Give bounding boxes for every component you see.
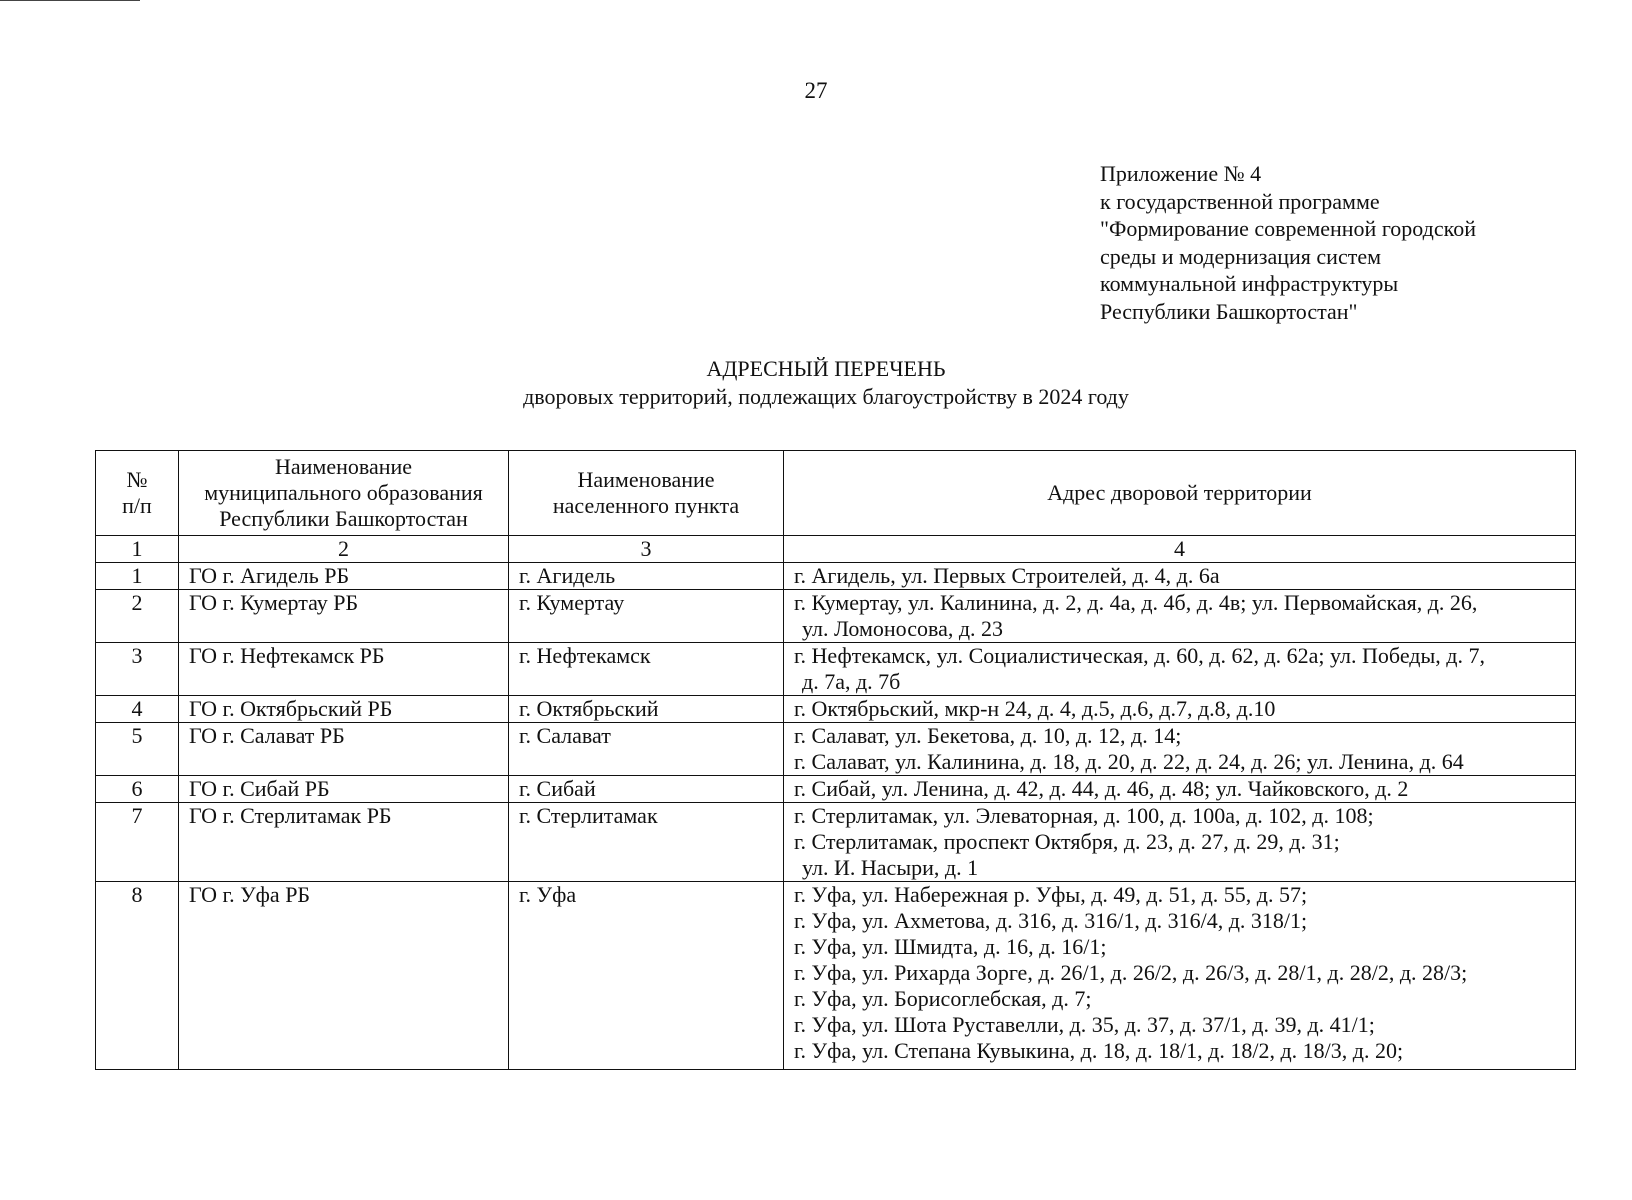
- address-line: г. Нефтекамск, ул. Социалистическая, д. 60, д. 62, д. 62а; ул. Победы, д. 7,: [794, 643, 1485, 668]
- row-number: 1: [96, 563, 179, 590]
- address-line: г. Кумертау, ул. Калинина, д. 2, д. 4а, д. 4б, д. 4в; ул. Первомайская, д. 26,: [794, 590, 1478, 615]
- row-number: 2: [96, 590, 179, 643]
- appendix-line: "Формирование современной городской: [1100, 216, 1476, 241]
- address-cell: [784, 696, 1576, 723]
- table-row: [96, 803, 1576, 882]
- column-number: 2: [179, 536, 509, 563]
- municipality-cell: ГО г. Сибай РБ: [179, 776, 509, 803]
- locality-cell: г. Агидель: [509, 563, 784, 590]
- address-line: г. Салават, ул. Калинина, д. 18, д. 20, д. 22, д. 24, д. 26; ул. Ленина, д. 64: [794, 749, 1464, 774]
- address-line: г. Сибай, ул. Ленина, д. 42, д. 44, д. 46, д. 48; ул. Чайковского, д. 2: [794, 776, 1409, 801]
- address-cell: [784, 643, 1576, 696]
- appendix-line: коммунальной инфраструктуры: [1100, 271, 1399, 296]
- document-subtitle: дворовых территорий, подлежащих благоустройству в 2024 году: [523, 384, 1129, 409]
- table-row: [96, 882, 1576, 1070]
- title-block: [0, 355, 1632, 411]
- locality-cell: г. Кумертау: [509, 590, 784, 643]
- locality-cell: г. Октябрьский: [509, 696, 784, 723]
- appendix-line: Республики Башкортостан": [1100, 298, 1358, 324]
- header-municipality-line: Республики Башкортостан: [219, 506, 468, 531]
- address-cell: [784, 776, 1576, 803]
- address-line: д. 7а, д. 7б: [802, 669, 901, 694]
- address-line: г. Октябрьский, мкр-н 24, д. 4, д.5, д.6, д.7, д.8, д.10: [794, 696, 1276, 721]
- address-cell: [784, 590, 1576, 643]
- column-number: 3: [509, 536, 784, 563]
- address-line: г. Уфа, ул. Борисоглебская, д. 7;: [794, 986, 1092, 1011]
- appendix-note: [1100, 160, 1476, 325]
- column-number-row: [96, 536, 1576, 563]
- scan-edge-line: [0, 0, 140, 1]
- header-address: Адрес дворовой территории: [784, 451, 1576, 536]
- address-line: ул. И. Насыри, д. 1: [802, 855, 979, 880]
- column-number: 1: [96, 536, 179, 563]
- municipality-cell: ГО г. Стерлитамак РБ: [179, 803, 509, 882]
- appendix-line: Приложение № 4: [1100, 161, 1262, 186]
- row-number: 3: [96, 643, 179, 696]
- header-no-line: п/п: [122, 493, 152, 518]
- address-line: г. Уфа, ул. Ахметова, д. 316, д. 316/1, д. 316/4, д. 318/1;: [794, 908, 1308, 933]
- table-row: [96, 696, 1576, 723]
- header-municipality: [179, 451, 509, 536]
- address-cell: [784, 723, 1576, 776]
- appendix-line: к государственной программе: [1100, 188, 1380, 214]
- address-line: г. Стерлитамак, проспект Октября, д. 23, д. 27, д. 29, д. 31;: [794, 829, 1340, 854]
- header-no-line: №: [126, 467, 148, 492]
- locality-cell: г. Салават: [509, 723, 784, 776]
- municipality-cell: ГО г. Нефтекамск РБ: [179, 643, 509, 696]
- table-row: [96, 776, 1576, 803]
- table-row: [96, 563, 1576, 590]
- row-number: 4: [96, 696, 179, 723]
- header-locality: [509, 451, 784, 536]
- address-cell: [784, 563, 1576, 590]
- table-header-row: [96, 451, 1576, 536]
- address-table: [95, 450, 1576, 1070]
- column-number: 4: [784, 536, 1576, 563]
- address-line: г. Уфа, ул. Шота Руставелли, д. 35, д. 37, д. 37/1, д. 39, д. 41/1;: [794, 1012, 1375, 1037]
- header-no: [96, 451, 179, 536]
- table-body: [96, 563, 1576, 1070]
- header-locality-line: Наименование: [577, 467, 715, 492]
- locality-cell: г. Стерлитамак: [509, 803, 784, 882]
- municipality-cell: ГО г. Октябрьский РБ: [179, 696, 509, 723]
- address-line: г. Салават, ул. Бекетова, д. 10, д. 12, д. 14;: [794, 723, 1182, 748]
- municipality-cell: ГО г. Кумертау РБ: [179, 590, 509, 643]
- table-row: [96, 590, 1576, 643]
- address-cell: [784, 882, 1576, 1070]
- table-row: [96, 643, 1576, 696]
- address-line: г. Уфа, ул. Степана Кувыкина, д. 18, д. 18/1, д. 18/2, д. 18/3, д. 20;: [794, 1038, 1404, 1063]
- row-number: 6: [96, 776, 179, 803]
- locality-cell: г. Сибай: [509, 776, 784, 803]
- address-line: г. Уфа, ул. Шмидта, д. 16, д. 16/1;: [794, 934, 1107, 959]
- header-municipality-line: Наименование: [274, 454, 413, 479]
- header-locality-line: населенного пункта: [552, 493, 740, 518]
- row-number: 8: [96, 882, 179, 1070]
- municipality-cell: ГО г. Агидель РБ: [179, 563, 509, 590]
- locality-cell: г. Нефтекамск: [509, 643, 784, 696]
- address-line: г. Уфа, ул. Набережная р. Уфы, д. 49, д. 51, д. 55, д. 57;: [794, 882, 1308, 907]
- address-line: г. Стерлитамак, ул. Элеваторная, д. 100, д. 100а, д. 102, д. 108;: [794, 803, 1374, 828]
- row-number: 7: [96, 803, 179, 882]
- locality-cell: г. Уфа: [509, 882, 784, 1070]
- page-number: 27: [804, 78, 828, 103]
- municipality-cell: ГО г. Уфа РБ: [179, 882, 509, 1070]
- address-line: г. Уфа, ул. Рихарда Зорге, д. 26/1, д. 26/2, д. 26/3, д. 28/1, д. 28/2, д. 28/3;: [794, 960, 1468, 985]
- document-title: АДРЕСНЫЙ ПЕРЕЧЕНЬ: [706, 356, 946, 381]
- appendix-line: среды и модернизация систем: [1100, 243, 1382, 269]
- row-number: 5: [96, 723, 179, 776]
- address-line: ул. Ломоносова, д. 23: [802, 616, 1004, 641]
- municipality-cell: ГО г. Салават РБ: [179, 723, 509, 776]
- address-line: г. Агидель, ул. Первых Строителей, д. 4, д. 6а: [794, 563, 1220, 588]
- address-cell: [784, 803, 1576, 882]
- header-municipality-line: муниципального образования: [204, 480, 483, 505]
- table-row: [96, 723, 1576, 776]
